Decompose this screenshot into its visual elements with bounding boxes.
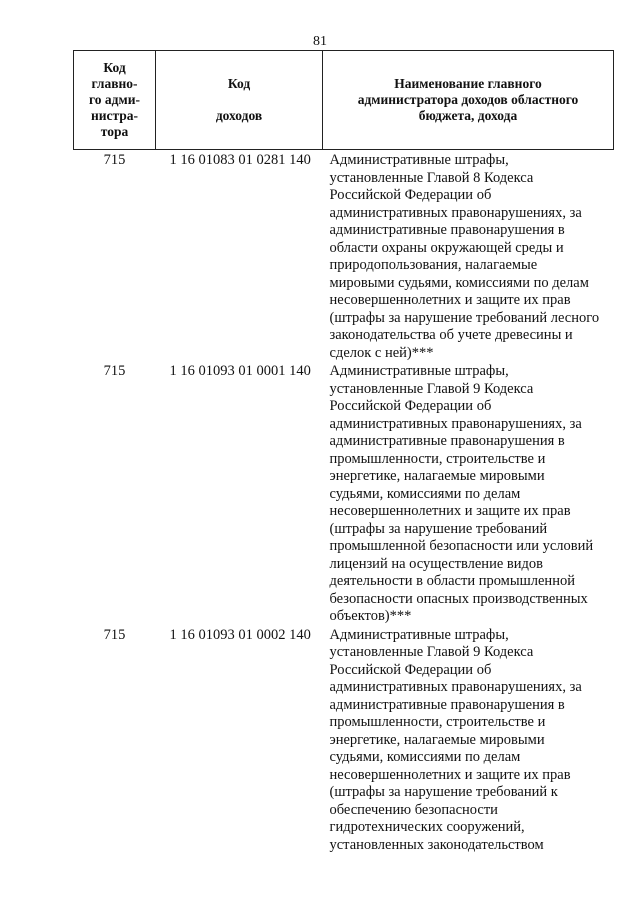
- income-name-line: мировыми судьями, комиссиями по делам: [329, 274, 589, 291]
- income-name-line: энергетике, налагаемые мировыми: [329, 468, 545, 484]
- income-name-line: несовершеннолетних и защите их прав: [329, 292, 571, 308]
- income-name-line: области охраны окружающей среды и: [329, 239, 564, 256]
- income-name-line: административные правонарушения в: [329, 433, 565, 449]
- header-name: [323, 51, 614, 150]
- income-name-line: установленные Главой 9 Кодекса: [329, 380, 534, 397]
- income-name-line: Российской Федерации об: [329, 661, 492, 678]
- income-name-line: судьями, комиссиями по делам: [329, 749, 521, 765]
- income-name-line: установленных законодательством: [329, 836, 544, 853]
- header-line: главно-: [91, 76, 138, 91]
- header-line: го адми-: [89, 92, 140, 107]
- income-name-line: административных правонарушениях, за: [329, 679, 582, 695]
- income-name-line: несовершеннолетних и защите их прав: [329, 766, 571, 783]
- income-name-line: промышленности, строительстве и: [329, 450, 546, 467]
- income-name-line: законодательства об учете древесины и: [329, 327, 573, 343]
- income-name-line: административных правонарушениях, за: [329, 204, 582, 221]
- income-name-line: (штрафы за нарушение требований: [329, 520, 548, 537]
- income-code-cell: 1 16 01083 01 0281 140: [169, 152, 311, 168]
- income-name-cell: [323, 362, 614, 626]
- income-code-cell: 1 16 01093 01 0002 140: [169, 626, 311, 643]
- header-line: Код: [227, 76, 251, 91]
- income-name-cell: [323, 626, 614, 855]
- income-name-line: Административные штрафы,: [329, 152, 509, 168]
- table-row: [74, 150, 614, 363]
- header-line: доходов: [215, 108, 263, 123]
- income-name-line: промышленности, строительстве и: [329, 714, 546, 730]
- header-line: тора: [100, 124, 129, 139]
- page-number: 81: [313, 34, 327, 49]
- income-name-line: энергетике, налагаемые мировыми: [329, 731, 545, 748]
- income-name-line: установленные Главой 9 Кодекса: [329, 644, 534, 660]
- income-name-line: Российской Федерации об: [329, 187, 492, 203]
- header-line: Код: [103, 60, 126, 75]
- admin-code-cell: 715: [103, 152, 126, 168]
- table-row: [74, 626, 614, 855]
- income-name-line: Административные штрафы,: [329, 626, 509, 643]
- admin-code-cell: 715: [103, 626, 126, 643]
- income-name-line: промышленной безопасности или условий: [329, 538, 594, 554]
- income-name-line: судьями, комиссиями по делам: [329, 485, 521, 502]
- header-line: нистра-: [90, 108, 139, 123]
- header-line: администратора доходов областного: [357, 92, 579, 107]
- income-name-line: природопользования, налагаемые: [329, 257, 538, 273]
- header-admin-code: [74, 51, 156, 150]
- income-name-line: установленные Главой 8 Кодекса: [329, 169, 534, 186]
- income-name-line: административные правонарушения в: [329, 696, 565, 713]
- table-header-row: [74, 51, 614, 150]
- income-name-line: несовершеннолетних и защите их прав: [329, 503, 571, 519]
- admin-code-cell: 715: [103, 363, 126, 379]
- income-name-line: административных правонарушениях, за: [329, 415, 582, 432]
- income-name-line: Российской Федерации об: [329, 398, 492, 414]
- income-name-line: (штрафы за нарушение требований к: [329, 784, 558, 800]
- header-line: бюджета, дохода: [418, 108, 518, 123]
- income-name-line: лицензий на осуществление видов: [329, 555, 543, 572]
- income-code-cell: 1 16 01093 01 0001 140: [169, 363, 311, 379]
- income-name-line: деятельности в области промышленной: [329, 573, 575, 589]
- income-name-line: сделок с ней)***: [329, 344, 434, 361]
- income-name-line: Административные штрафы,: [329, 363, 509, 379]
- income-name-cell: [323, 150, 614, 363]
- header-line: Наименование главного: [394, 76, 542, 91]
- income-name-line: объектов)***: [329, 608, 412, 624]
- income-name-line: обеспечению безопасности: [329, 801, 498, 818]
- income-codes-table: [73, 50, 614, 854]
- income-name-line: (штрафы за нарушение требований лесного: [329, 309, 600, 326]
- income-name-line: гидротехнических сооружений,: [329, 819, 525, 835]
- income-name-line: административные правонарушения в: [329, 222, 565, 238]
- table-row: [74, 362, 614, 626]
- income-name-line: безопасности опасных производственных: [329, 590, 588, 607]
- header-income-code: [156, 51, 323, 150]
